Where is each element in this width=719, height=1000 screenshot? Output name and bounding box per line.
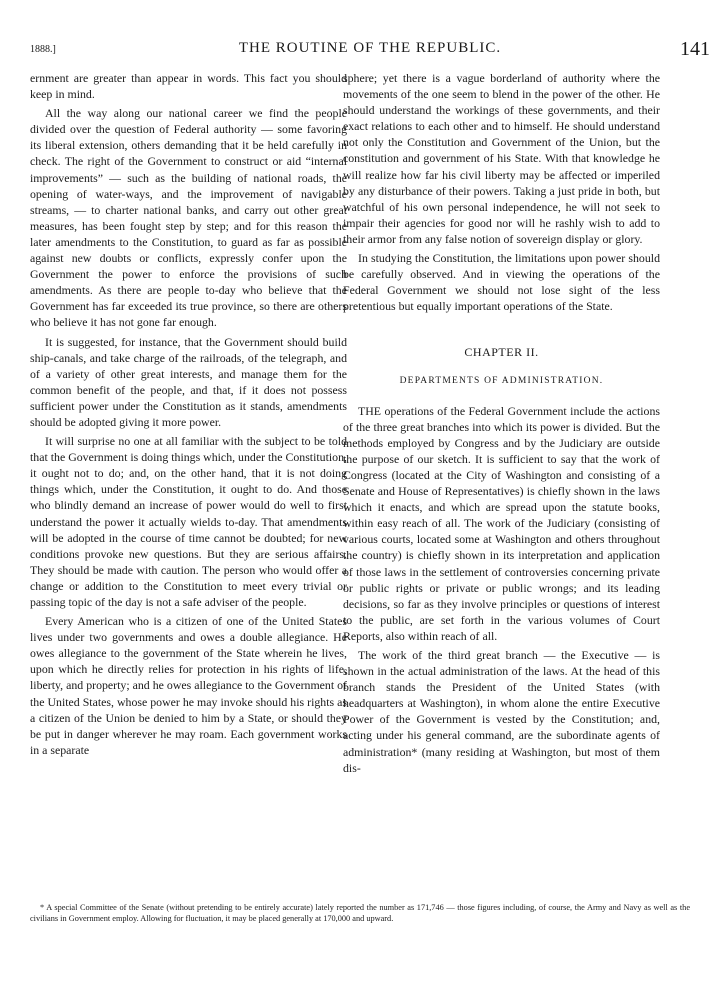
right-column [343,70,660,779]
page-number: 141 [680,38,710,60]
paragraph: In studying the Constitution, the limitations upon power should be carefully observed. And in viewing the operations of the Federal Government we should not lose sight of the less pretentious but equally important operations of the State. [343,251,660,314]
left-column [30,70,347,761]
chapter-heading: CHAPTER II. [464,345,539,360]
paragraph: Every American who is a citizen of one of the United States lives under two governments and owes a double allegiance. He owes allegiance to the government of the State wherein he lives, upon which he directly relies for protection in his rights of life, liberty, and property; and he owes allegiance to the Government of the United States, whose power he may invoke should his rights as a citizen of the Union be denied to him by a State, or should they be put in danger wherever he may roam. Each government works in a separate [30,614,347,757]
paragraph: All the way along our national career we find the people divided over the question of Federal authority — some favoring its liberal extension, others demanding that it be held carefully in check. The right of the Government to construct or aid “internal improvements” — such as the building of national roads, the opening of water-ways, and the improvement of navigable streams, — to charter national banks, and carry out other great measures, has been fought step by step; and for this reason the later amendments to the Constitution, to guard as far as possible against new doubts or conflicts, expressly confer upon the Government the power to enforce the provisions of such amendments. As there are people to-day who believe that the Government has far exceeded its true province, so there are others who believe it has not gone far enough. [30,106,347,330]
paragraph: The work of the third great branch — the Executive — is shown in the actual administration of the laws. At the head of this branch stands the President of the United States (with headquarters at Washington), in whom alone the entire Executive Power of the Government is vested by the Constitution; and, acting under his general command, are the subordinate agents of administration* (many residing at Washington, but most of them dis- [343,648,660,775]
paragraph: sphere; yet there is a vague borderland of authority where the movements of the one seem to blend in the power of the other. He should understand the workings of these governments, and their exact relations to each other and to himself. He should understand not only the Constitution and Government of the Union, but the constitution and government of his State. With that knowledge he will realize how far his civil liberty may be affected or imperiled by any disturbance of their powers. Taking a just pride in both, but watchful of his own personal independence, he will not seek to impair their agencies for good nor will he rashly wish to add to their armor from any false notion of sovereign display or glory. [343,71,660,246]
paragraph: It will surprise no one at all familiar with the subject to be told that the Government is doing things which, under the Constitution, it ought not to do; and, on the other hand, that it is not doing things which, under the Constitution, it ought to do. And those who blindly demand an increase of power would do well to first understand the power it actually wields to-day. That amendments will be adopted in the course of time cannot be doubted; for new conditions provoke new questions. But they are serious affairs. They should be made with caution. The person who would offer a change or addition to the Constitution to meet every trivial or passing topic of the day is not a safe adviser of the people. [30,434,347,609]
footnote [30,903,690,925]
paragraph: THE operations of the Federal Government include the actions of the three great branches into which its power is divided. But the methods employed by Congress and by the Judiciary are outside the purpose of our sketch. It is sufficient to say that the work of Congress (located at the City of Washington and consisting of a Senate and House of Representatives) is chiefly shown in the laws which it enacts, and which are spread upon the statute books, within easy reach of all. The work of the Judiciary (consisting of various courts, located some at Washington and others throughout the country) is chiefly shown in its interpretation and application of those laws in the settlement of controversies concerning private or public rights or private or public wrongs; and its leading decisions, so far as they involve principles or questions of interest to the public, are set forth in the various volumes of Court Reports, also within reach of all. [343,403,660,643]
header-title: THE ROUTINE OF THE REPUBLIC. [238,40,502,56]
paragraph: ernment are greater than appear in words. This fact you should keep in mind. [30,71,347,102]
footnote-text: * A special Committee of the Senate (without pretending to be entirely accurate) lately reported the number as 171,746 — those figures including, of course, the Army and Navy as well as the civilians in Government employ. Allowing for fluctuation, it may be placed generally at 170,000 and upward. [30,903,690,923]
header-year: 1888.] [30,44,56,55]
section-heading: DEPARTMENTS OF ADMINISTRATION. [399,375,604,386]
running-header [30,40,710,68]
paragraph: It is suggested, for instance, that the Government should build ship-canals, and take charge of the railroads, of the telegraph, and of a variety of other great interests, and manage them for the common benefit of the people, and that, if it does not possess sufficient power under the Constitution as it stands, amendments should be adopted giving it more power. [30,334,347,429]
